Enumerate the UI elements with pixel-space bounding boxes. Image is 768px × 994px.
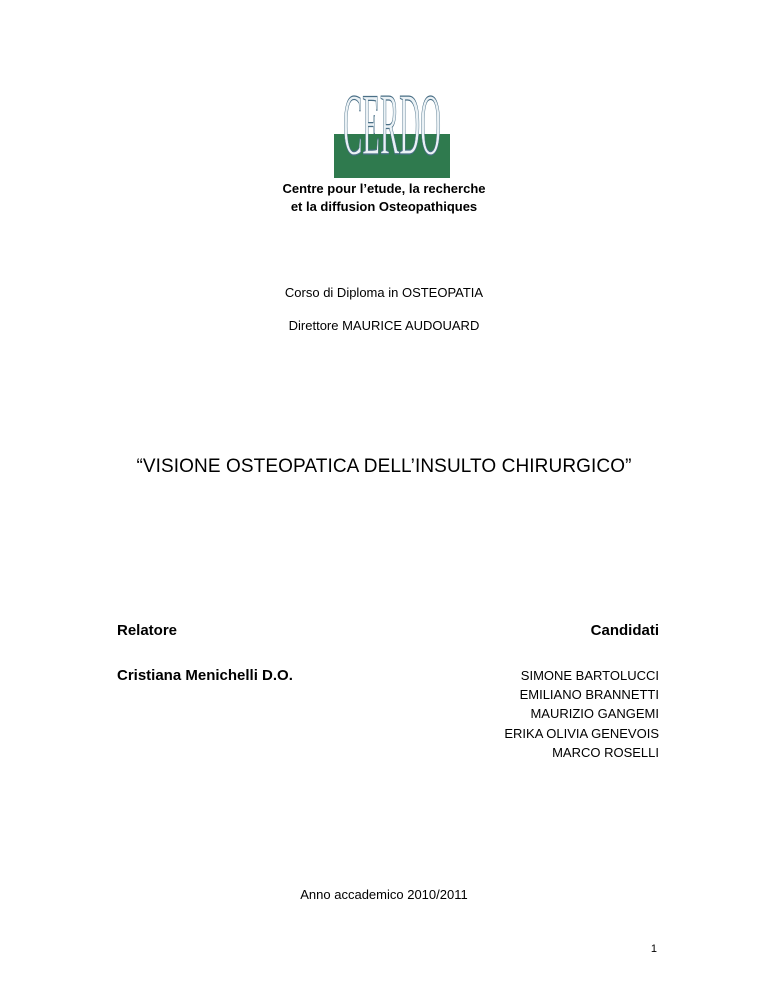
organization-name-line2: et la diffusion Osteopathiques — [290, 199, 478, 214]
organization-name-line1: Centre pour l’etude, la recherche — [282, 181, 486, 196]
logo-text: CERDO — [343, 77, 441, 174]
relatore-label: Relatore — [117, 622, 178, 639]
candidate-name: EMILIANO BRANNETTI — [519, 687, 659, 703]
page-number: 1 — [650, 943, 657, 955]
candidates-list — [504, 666, 659, 762]
candidate-name: SIMONE BARTOLUCCI — [520, 668, 659, 683]
candidate-name: MARCO ROSELLI — [552, 744, 659, 760]
course-name: Corso di Diploma in OSTEOPATIA — [284, 285, 484, 300]
relatore-name: Cristiana Menichelli D.O. — [117, 667, 293, 684]
candidate-name: MAURIZIO GANGEMI — [530, 706, 659, 722]
director-line: Direttore MAURICE AUDOUARD — [288, 318, 480, 333]
academic-year: Anno accademico 2010/2011 — [300, 887, 468, 902]
candidate-name: ERIKA OLIVIA GENEVOIS — [504, 725, 659, 741]
candidati-label: Candidati — [590, 622, 659, 639]
cerdo-logo — [334, 77, 450, 178]
thesis-title: “VISIONE OSTEOPATICA DELL’INSULTO CHIRURGICO” — [136, 456, 632, 477]
